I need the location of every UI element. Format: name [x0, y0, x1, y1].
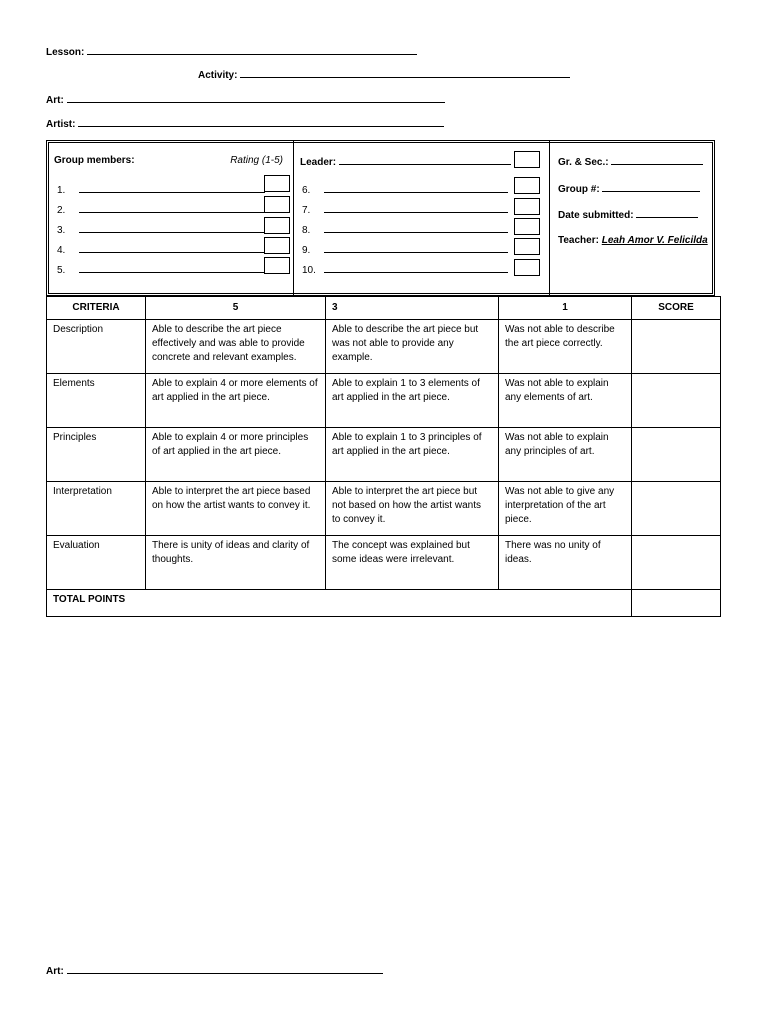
table-row — [47, 536, 721, 590]
member-line[interactable] — [324, 243, 508, 253]
member-row[interactable] — [302, 203, 508, 221]
score-3-header: 3 — [326, 297, 499, 320]
member-number: 5. — [57, 265, 66, 276]
member-number: 7. — [302, 205, 311, 216]
rating-box[interactable] — [264, 196, 290, 213]
criteria-header: CRITERIA — [47, 297, 146, 320]
activity-label: Activity: — [198, 70, 238, 81]
member-row[interactable] — [302, 223, 508, 241]
level-1-cell: Was not able to explain any elements of art. — [499, 374, 632, 428]
rating-box[interactable] — [514, 218, 540, 235]
member-number: 3. — [57, 225, 66, 236]
table-row — [47, 374, 721, 428]
member-line[interactable] — [79, 183, 265, 193]
level-3-cell: Able to interpret the art piece but not based on how the artist wants to convey it. — [326, 482, 499, 536]
member-row[interactable] — [302, 243, 508, 261]
score-1-header: 1 — [499, 297, 632, 320]
level-3-cell: Able to explain 1 to 3 principles of art applied in the art piece. — [326, 428, 499, 482]
level-5-cell: Able to describe the art piece effectively and was able to provide concrete and relevant examples. — [146, 320, 326, 374]
activity-field[interactable] — [198, 68, 570, 81]
member-number: 9. — [302, 245, 311, 256]
member-line[interactable] — [324, 263, 508, 273]
art-field[interactable] — [46, 93, 445, 106]
score-header: SCORE — [632, 297, 721, 320]
art-line[interactable] — [67, 93, 445, 103]
teacher-name: Leah Amor V. Felicilda — [601, 235, 708, 246]
member-line[interactable] — [79, 243, 265, 253]
level-5-cell: Able to interpret the art piece based on how the artist wants to convey it. — [146, 482, 326, 536]
rating-box[interactable] — [264, 175, 290, 192]
score-cell[interactable] — [632, 428, 721, 482]
level-1-cell: Was not able to describe the art piece correctly. — [499, 320, 632, 374]
lesson-field[interactable] — [46, 45, 417, 58]
date-submitted-line[interactable] — [636, 208, 698, 218]
gr-sec-label: Gr. & Sec.: — [558, 157, 609, 168]
artist-line[interactable] — [78, 117, 444, 127]
rating-label: Rating (1-5) — [230, 155, 283, 166]
rating-box[interactable] — [514, 177, 540, 194]
group-number-line[interactable] — [602, 182, 700, 192]
total-row — [47, 590, 721, 617]
teacher-label: Teacher: — [558, 235, 599, 246]
member-row[interactable] — [57, 243, 265, 261]
lesson-label: Lesson: — [46, 47, 85, 58]
rubric-header-row — [47, 297, 721, 320]
gr-sec-field[interactable] — [558, 155, 703, 168]
member-row[interactable] — [302, 183, 508, 201]
level-1-cell: Was not able to explain any principles of art. — [499, 428, 632, 482]
leader-column — [293, 141, 550, 295]
date-submitted-label: Date submitted: — [558, 210, 634, 221]
member-row[interactable] — [57, 263, 265, 281]
footer-art-field[interactable] — [46, 964, 383, 977]
level-3-cell: Able to describe the art piece but was not able to provide any example. — [326, 320, 499, 374]
group-info-box — [46, 140, 715, 296]
group-members-label: Group members: — [54, 155, 135, 166]
teacher-field — [558, 235, 708, 246]
rating-box[interactable] — [514, 238, 540, 255]
date-submitted-field[interactable] — [558, 208, 698, 221]
level-5-cell: There is unity of ideas and clarity of thoughts. — [146, 536, 326, 590]
score-cell[interactable] — [632, 482, 721, 536]
member-number: 2. — [57, 205, 66, 216]
total-score-cell[interactable] — [632, 590, 721, 617]
level-3-cell: Able to explain 1 to 3 elements of art applied in the art piece. — [326, 374, 499, 428]
level-3-cell: The concept was explained but some ideas were irrelevant. — [326, 536, 499, 590]
rating-box[interactable] — [264, 237, 290, 254]
table-row — [47, 320, 721, 374]
score-cell[interactable] — [632, 374, 721, 428]
member-line[interactable] — [324, 183, 508, 193]
level-1-cell: Was not able to give any interpretation of the art piece. — [499, 482, 632, 536]
score-cell[interactable] — [632, 320, 721, 374]
criteria-cell: Evaluation — [47, 536, 146, 590]
group-number-label: Group #: — [558, 184, 600, 195]
member-number: 1. — [57, 185, 66, 196]
footer-art-line[interactable] — [67, 964, 383, 974]
group-members-column — [47, 141, 293, 295]
leader-line[interactable] — [339, 155, 511, 165]
criteria-cell: Principles — [47, 428, 146, 482]
score-cell[interactable] — [632, 536, 721, 590]
level-1-cell: There was no unity of ideas. — [499, 536, 632, 590]
level-5-cell: Able to explain 4 or more elements of art applied in the art piece. — [146, 374, 326, 428]
member-row[interactable] — [302, 263, 508, 281]
member-number: 4. — [57, 245, 66, 256]
member-line[interactable] — [324, 203, 508, 213]
member-line[interactable] — [79, 223, 265, 233]
level-5-cell: Able to explain 4 or more principles of art applied in the art piece. — [146, 428, 326, 482]
member-row[interactable] — [57, 183, 265, 201]
activity-line[interactable] — [240, 68, 570, 78]
leader-label: Leader: — [300, 157, 337, 168]
rating-box[interactable] — [514, 259, 540, 276]
member-line[interactable] — [79, 263, 265, 273]
criteria-cell: Elements — [47, 374, 146, 428]
rating-box[interactable] — [264, 257, 290, 274]
criteria-cell: Interpretation — [47, 482, 146, 536]
gr-sec-line[interactable] — [611, 155, 703, 165]
member-number: 10. — [302, 265, 316, 276]
table-row — [47, 482, 721, 536]
member-row[interactable] — [57, 223, 265, 241]
total-points-label: TOTAL POINTS — [47, 590, 632, 617]
art-label: Art: — [46, 95, 64, 106]
artist-label: Artist: — [46, 119, 76, 130]
leader-field[interactable] — [300, 155, 511, 168]
member-number: 8. — [302, 225, 311, 236]
artist-field[interactable] — [46, 117, 444, 130]
table-row — [47, 428, 721, 482]
criteria-cell: Description — [47, 320, 146, 374]
member-line[interactable] — [79, 203, 265, 213]
rating-box[interactable] — [514, 151, 540, 168]
footer-art-label: Art: — [46, 966, 64, 977]
member-row[interactable] — [57, 203, 265, 221]
score-5-header: 5 — [146, 297, 326, 320]
member-line[interactable] — [324, 223, 508, 233]
member-number: 6. — [302, 185, 311, 196]
rating-box[interactable] — [264, 217, 290, 234]
rating-box[interactable] — [514, 198, 540, 215]
lesson-line[interactable] — [87, 45, 417, 55]
group-number-field[interactable] — [558, 182, 700, 195]
rubric-table — [46, 296, 721, 617]
class-info-column — [549, 141, 714, 295]
